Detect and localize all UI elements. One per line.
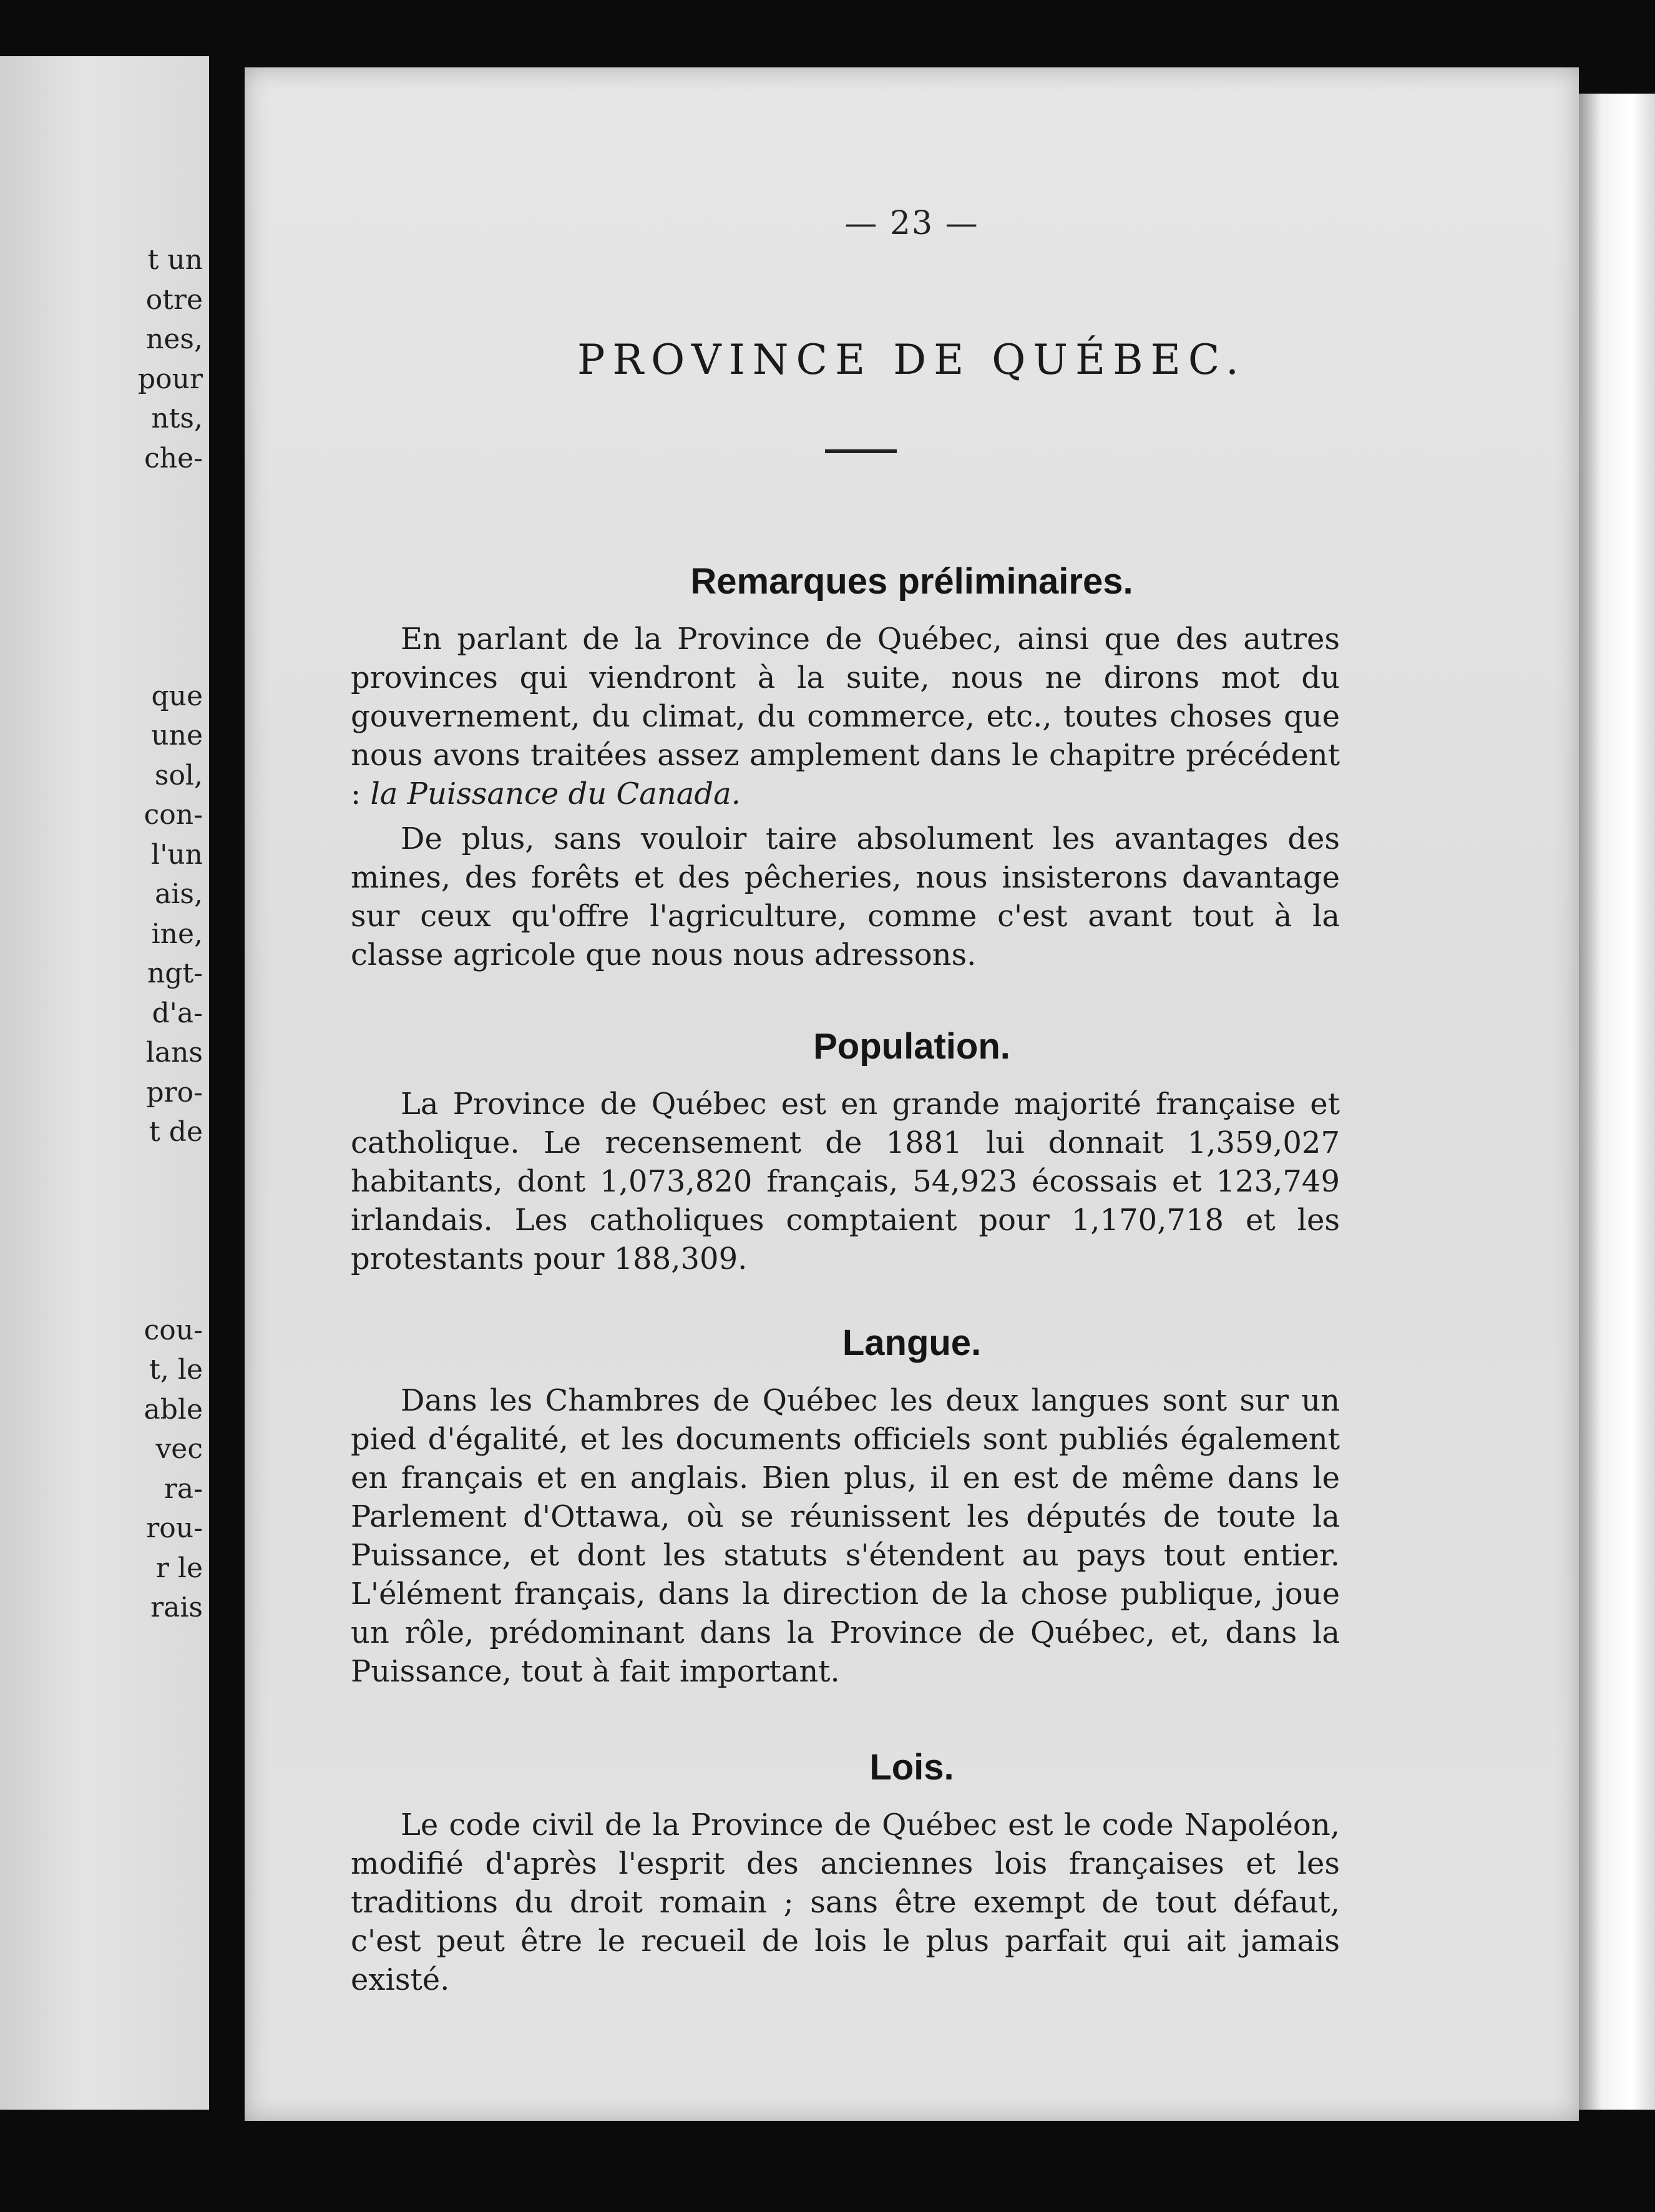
- left-page-line: ra-: [164, 1472, 203, 1505]
- left-page-line: rou-: [146, 1512, 203, 1544]
- heading-langue: Langue.: [842, 1323, 982, 1363]
- title-rule: [825, 449, 897, 453]
- left-page-line: ngt-: [147, 957, 203, 989]
- heading-lois: Lois.: [869, 1747, 954, 1788]
- paragraph-remarques-2: De plus, sans vouloir taire absolument les avantages des mines, des forêts et des pêcheries, nous insisterons davantage sur ceux qu'offre l'agriculture, comme c'est avant tout à la classe agricole que nous nous adressons.: [351, 821, 1340, 972]
- page-edge: [1579, 94, 1655, 2110]
- left-page-line: que: [151, 680, 203, 712]
- paragraph-remarques-1: [351, 620, 1340, 813]
- left-page-line: lans: [145, 1037, 203, 1069]
- left-facing-page: [0, 56, 209, 2110]
- left-page-line: une: [151, 720, 203, 751]
- left-page-line: t, le: [149, 1354, 203, 1386]
- page-title: PROVINCE DE QUÉBEC.: [577, 336, 1246, 384]
- left-page-line: sol,: [154, 759, 203, 791]
- page-number: — 23 —: [844, 205, 979, 242]
- document-page: [245, 67, 1579, 2121]
- left-page-line: cou-: [144, 1314, 203, 1346]
- left-page-line: r le: [155, 1552, 203, 1584]
- left-page-line: nes,: [146, 323, 203, 355]
- paragraph-remarques-1-text: En parlant de la Province de Québec, ainsi que des autres provinces qui viendront à la suite, nous ne dirons mot du gouvernement, du climat, du commerce, etc., toutes choses que nous avons traitées assez amplement dans le chapitre précédent :: [351, 622, 1340, 811]
- italic-reference: la Puissance du Canada.: [370, 776, 741, 811]
- paragraph-langue: Dans les Chambres de Québec les deux langues sont sur un pied d'égalité, et les documents officiels sont publiés également en français et en anglais. Bien plus, il en est de même dans le Parlement d'Ottawa, où se réunissent les députés de toute la Puissance, et dont les statuts s'étendent au pays tout entier. L'élément français, dans la direction de la chose publique, joue un rôle, prédominant dans la Province de Québec, et, dans la Puissance, tout à fait important.: [351, 1383, 1340, 1689]
- left-page-line: con-: [144, 799, 203, 831]
- left-page-line: able: [144, 1393, 203, 1426]
- left-page-line: t un: [147, 244, 203, 276]
- left-page-line: pro-: [146, 1076, 203, 1108]
- left-page-line: otre: [145, 283, 203, 316]
- heading-remarques: Remarques préliminaires.: [690, 561, 1133, 602]
- paragraph-population: La Province de Québec est en grande majorité française et catholique. Le recensement de 1881 lui donnait 1,359,027 habitants, dont 1,073,820 français, 54,923 écossais et 123,749 irlandais. Les catholiques comptaient pour 1,170,718 et les protestants pour 188,309.: [351, 1087, 1340, 1276]
- left-page-line: ais,: [155, 878, 203, 910]
- left-page-line: rais: [150, 1592, 203, 1623]
- left-page-line: t de: [149, 1116, 203, 1148]
- left-page-line: pour: [137, 363, 203, 395]
- left-page-line: ine,: [151, 918, 203, 950]
- heading-population: Population.: [813, 1026, 1010, 1067]
- left-page-line: vec: [155, 1433, 203, 1465]
- left-page-line: l'un: [151, 838, 203, 871]
- paragraph-lois: Le code civil de la Province de Québec est le code Napoléon, modifié d'après l'esprit des anciennes lois françaises et les traditions du droit romain ; sans être exempt de tout défaut, c'est peut être le recueil de lois le plus parfait qui ait jamais existé.: [351, 1808, 1340, 1997]
- left-page-line: nts,: [151, 403, 203, 434]
- left-page-line: d'a-: [152, 997, 203, 1029]
- left-page-line: che-: [144, 442, 203, 474]
